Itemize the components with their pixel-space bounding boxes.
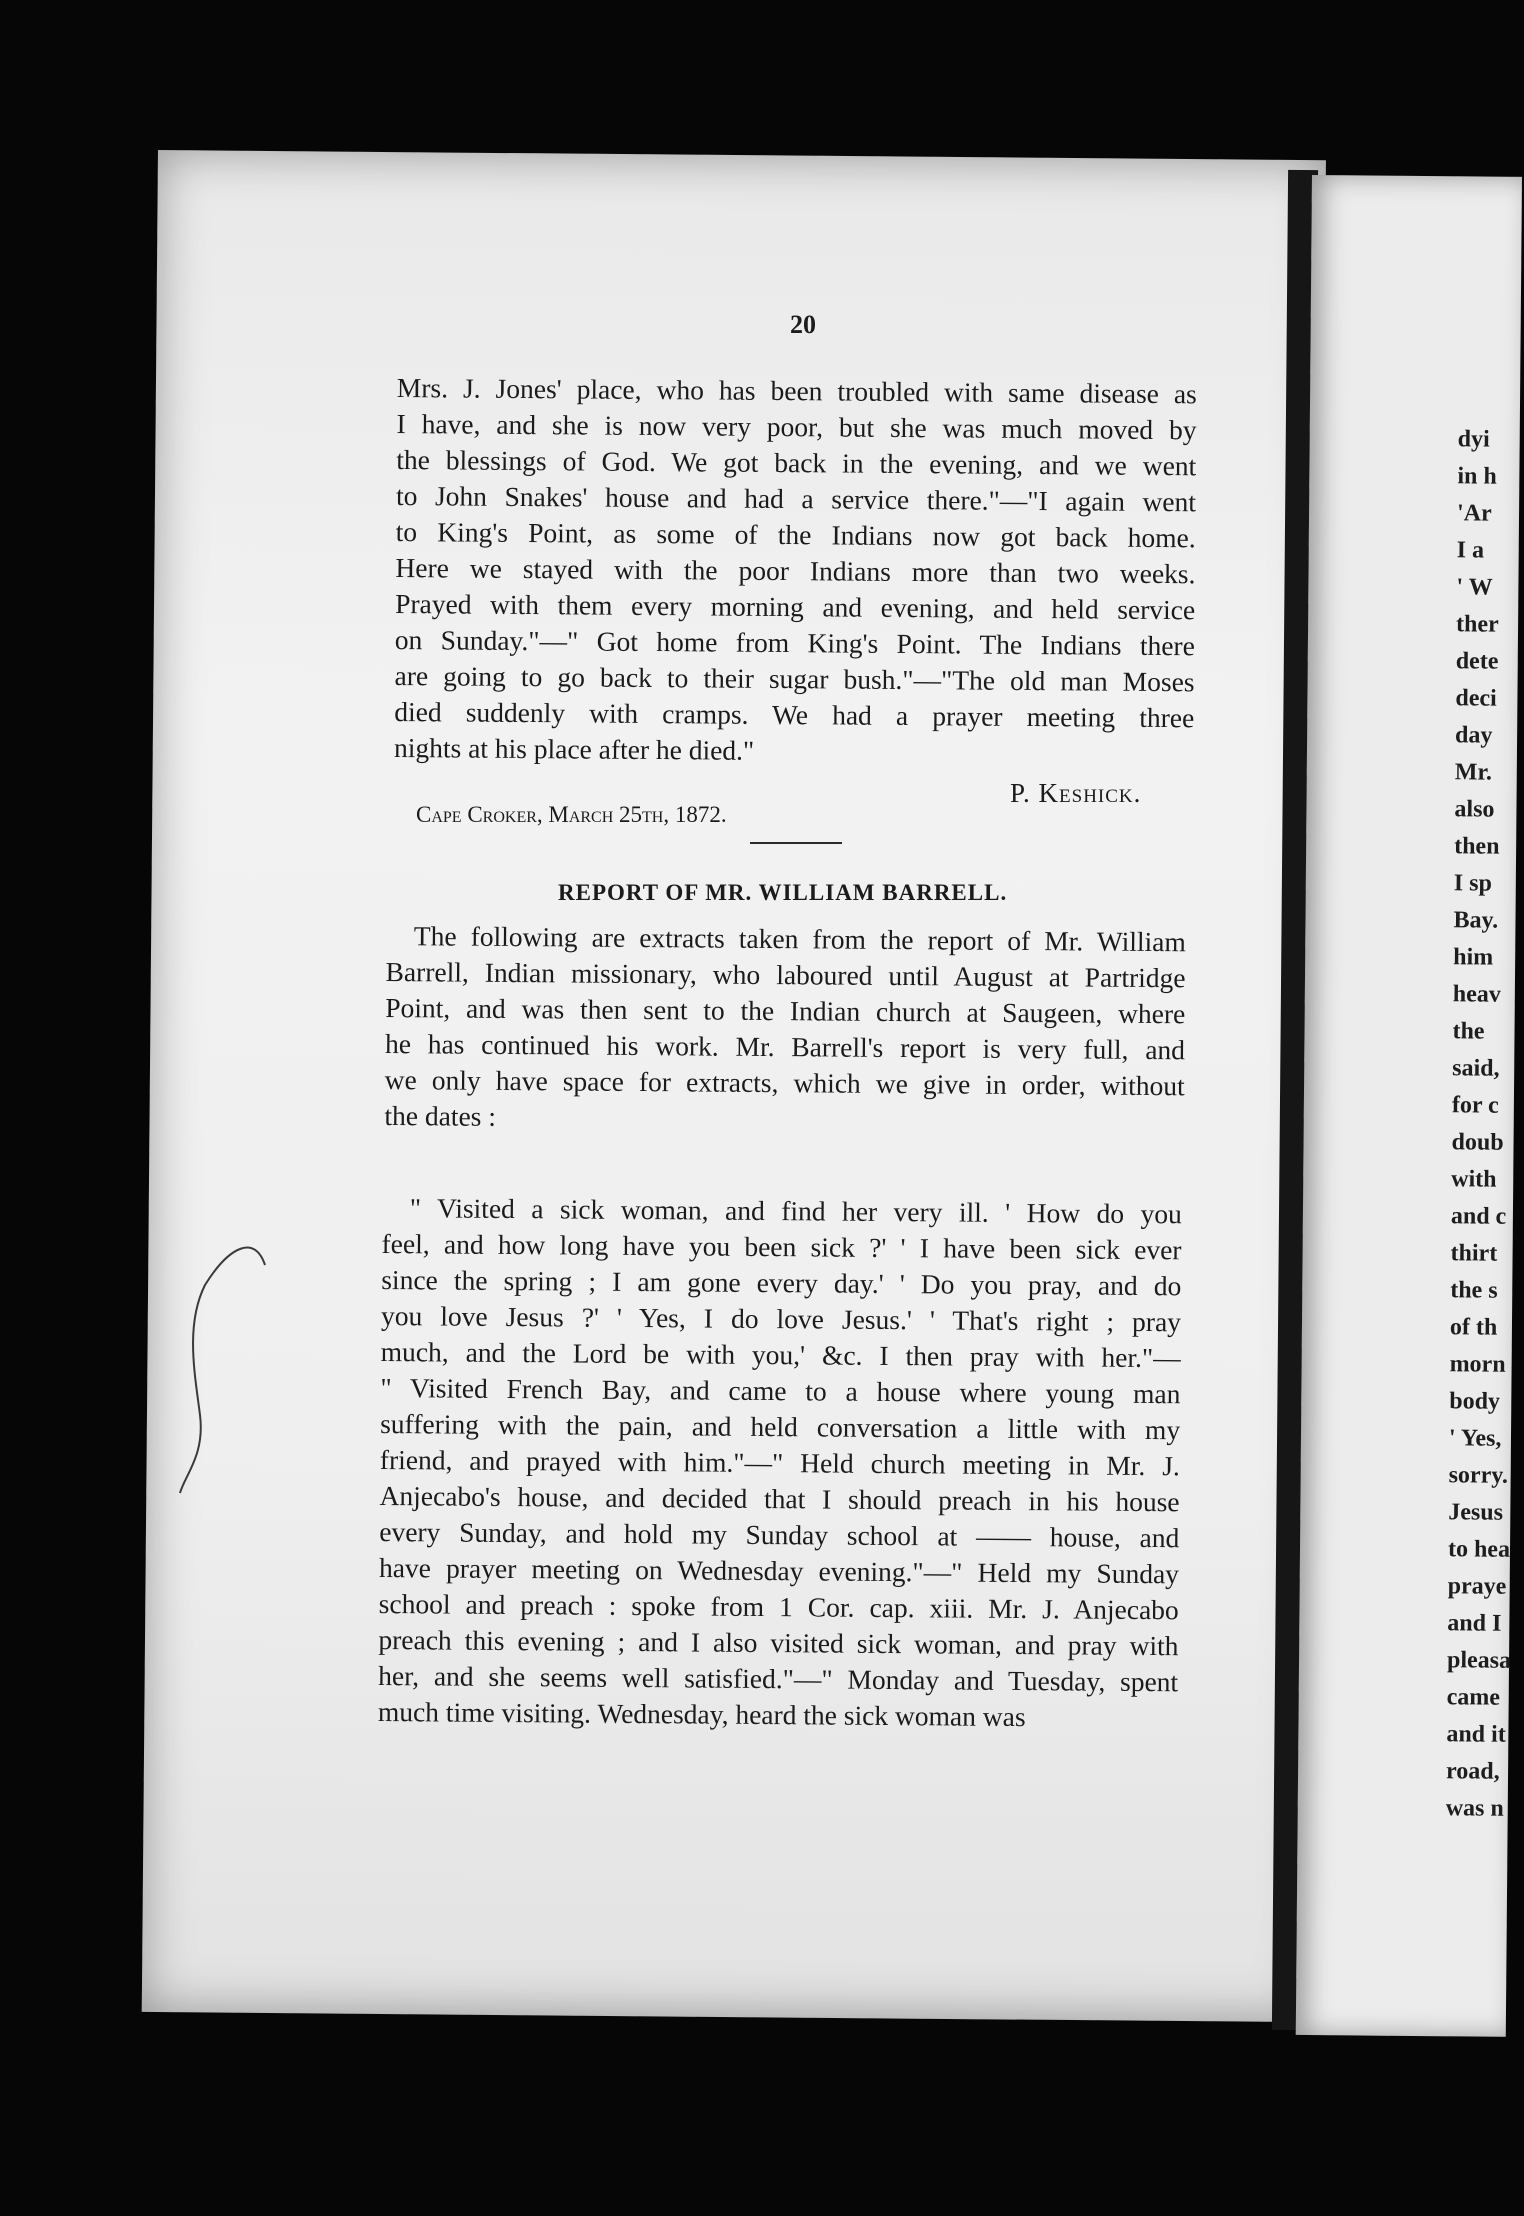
adjacent-text-fragment: body bbox=[1449, 1388, 1501, 1415]
adjacent-text-fragment: came bbox=[1446, 1684, 1501, 1711]
adjacent-page bbox=[1296, 175, 1522, 2037]
text-line: nights at his place after he died." bbox=[393, 731, 755, 766]
paragraph-2 bbox=[384, 918, 1186, 1140]
text-line: the dates : bbox=[384, 1099, 497, 1132]
text-line: you love Jesus ?' ' Yes, I do love Jesus.' ' That's right ; pray bbox=[380, 1299, 1182, 1338]
text-line: Prayed with them every morning and evening, and held service bbox=[395, 587, 1196, 626]
adjacent-text-fragment: road, bbox=[1445, 1758, 1500, 1785]
adjacent-text-fragment: heav bbox=[1452, 981, 1501, 1008]
text-line: The following are extracts taken from the report of Mr. William bbox=[413, 920, 1186, 958]
adjacent-text-fragment: sorry. bbox=[1448, 1462, 1509, 1489]
adjacent-text-fragment: day bbox=[1455, 722, 1493, 749]
text-line: much, and the Lord be with you,' &c. I then pray with her."— bbox=[380, 1335, 1181, 1374]
text-line: much time visiting. Wednesday, heard the sick woman was bbox=[377, 1695, 1026, 1733]
text-line: to King's Point, as some of the Indians now got back home. bbox=[395, 515, 1196, 554]
text-line: Mrs. J. Jones' place, who has been troubled with same disease as bbox=[396, 371, 1197, 410]
adjacent-text-fragment: with bbox=[1451, 1166, 1497, 1193]
text-line: school and preach : spoke from 1 Cor. cap. xiii. Mr. J. Anjecabo bbox=[378, 1587, 1179, 1626]
text-line: died suddenly with cramps. We had a prayer meeting three bbox=[394, 695, 1195, 734]
adjacent-text-fragment: ' Yes, bbox=[1448, 1425, 1502, 1452]
text-line: friend, and prayed with him."—" Held church meeting in Mr. J. bbox=[379, 1443, 1180, 1482]
adjacent-text-fragment: the s bbox=[1450, 1277, 1498, 1304]
adjacent-text-fragment: him bbox=[1453, 944, 1494, 971]
text-line: " Visited a sick woman, and find her very ill. ' How do you bbox=[409, 1192, 1182, 1230]
section-heading: REPORT OF MR. WILLIAM BARRELL. bbox=[558, 880, 1008, 905]
adjacent-text-fragment: pleasa bbox=[1446, 1647, 1512, 1674]
adjacent-text-fragment: deci bbox=[1455, 685, 1497, 712]
adjacent-text-fragment: then bbox=[1454, 833, 1500, 860]
adjacent-text-fragment: ther bbox=[1455, 611, 1499, 638]
section-rule bbox=[750, 842, 842, 844]
text-line: I have, and she is now very poor, but she was much moved by bbox=[396, 407, 1197, 446]
text-line: have prayer meeting on Wednesday evening."—" Held my Sunday bbox=[378, 1551, 1180, 1590]
adjacent-text-fragment: I sp bbox=[1453, 870, 1492, 897]
adjacent-text-fragment: dete bbox=[1455, 648, 1499, 675]
adjacent-text-fragment: was n bbox=[1445, 1795, 1504, 1822]
page-number: 20 bbox=[790, 310, 816, 339]
adjacent-text-fragment: and it bbox=[1446, 1721, 1506, 1748]
adjacent-text-fragment: for c bbox=[1451, 1092, 1499, 1119]
text-line: since the spring ; I am gone every day.' ' Do you pray, and do bbox=[381, 1263, 1182, 1302]
adjacent-text-fragment: and c bbox=[1450, 1203, 1507, 1230]
text-line: every Sunday, and hold my Sunday school at —— house, and bbox=[379, 1515, 1180, 1554]
hair-mark bbox=[175, 1235, 275, 1495]
text-line: Here we stayed with the poor Indians more than two weeks. bbox=[395, 551, 1196, 590]
adjacent-text-fragment: dyi bbox=[1457, 426, 1490, 453]
adjacent-text-fragment: to hea bbox=[1447, 1536, 1511, 1563]
adjacent-text-fragment: doub bbox=[1451, 1129, 1504, 1156]
text-line: preach this evening ; and I also visited sick woman, and pray with bbox=[378, 1623, 1179, 1662]
text-line: her, and she seems well satisfied."—" Monday and Tuesday, spent bbox=[378, 1659, 1179, 1698]
paragraph-1 bbox=[394, 370, 1197, 772]
adjacent-text-fragment: of th bbox=[1449, 1314, 1498, 1341]
signature: P. Keshick. bbox=[1010, 778, 1142, 808]
text-line: feel, and how long have you been sick ?' ' I have been sick ever bbox=[381, 1227, 1182, 1266]
adjacent-text-fragment: also bbox=[1454, 796, 1495, 823]
adjacent-text-fragment: morn bbox=[1449, 1351, 1506, 1378]
text-line: suffering with the pain, and held conversation a little with my bbox=[380, 1407, 1181, 1446]
adjacent-text-fragment: 'Ar bbox=[1456, 500, 1492, 527]
adjacent-text-fragment: I a bbox=[1456, 537, 1485, 564]
text-line: we only have space for extracts, which we give in order, without bbox=[384, 1063, 1185, 1102]
adjacent-text-fragment: Bay. bbox=[1453, 907, 1499, 934]
adjacent-text-fragment: in h bbox=[1457, 463, 1497, 490]
adjacent-text-fragment: Jesus bbox=[1448, 1499, 1504, 1526]
text-line: on Sunday."—" Got home from King's Point. The Indians there bbox=[394, 623, 1195, 662]
adjacent-text-fragment: said, bbox=[1452, 1055, 1500, 1082]
adjacent-text-fragment: and I bbox=[1447, 1610, 1502, 1637]
text-line: Barrell, Indian missionary, who laboured until August at Partridge bbox=[385, 955, 1186, 994]
text-line: are going to go back to their sugar bush."—"The old man Moses bbox=[394, 659, 1195, 698]
adjacent-text-fragment: the bbox=[1452, 1018, 1485, 1045]
text-line: he has continued his work. Mr. Barrell's report is very full, and bbox=[384, 1027, 1186, 1066]
adjacent-text-fragment: Mr. bbox=[1454, 759, 1493, 786]
text-line: " Visited French Bay, and came to a house where young man bbox=[380, 1371, 1181, 1410]
adjacent-text-fragment: ' W bbox=[1456, 574, 1493, 601]
adjacent-text-fragment: praye bbox=[1447, 1573, 1507, 1600]
text-line: to John Snakes' house and had a service there."—"I again went bbox=[395, 479, 1197, 518]
text-line: the blessings of God. We got back in the evening, and we went bbox=[396, 443, 1197, 482]
adjacent-text-fragment: thirt bbox=[1450, 1240, 1498, 1267]
text-line: Point, and was then sent to the Indian church at Saugeen, where bbox=[385, 991, 1186, 1030]
text-line: Anjecabo's house, and decided that I should preach in his house bbox=[379, 1479, 1180, 1518]
paragraph-3 bbox=[378, 1190, 1182, 1736]
dateline: Cape Croker, March 25th, 1872. bbox=[416, 802, 727, 827]
